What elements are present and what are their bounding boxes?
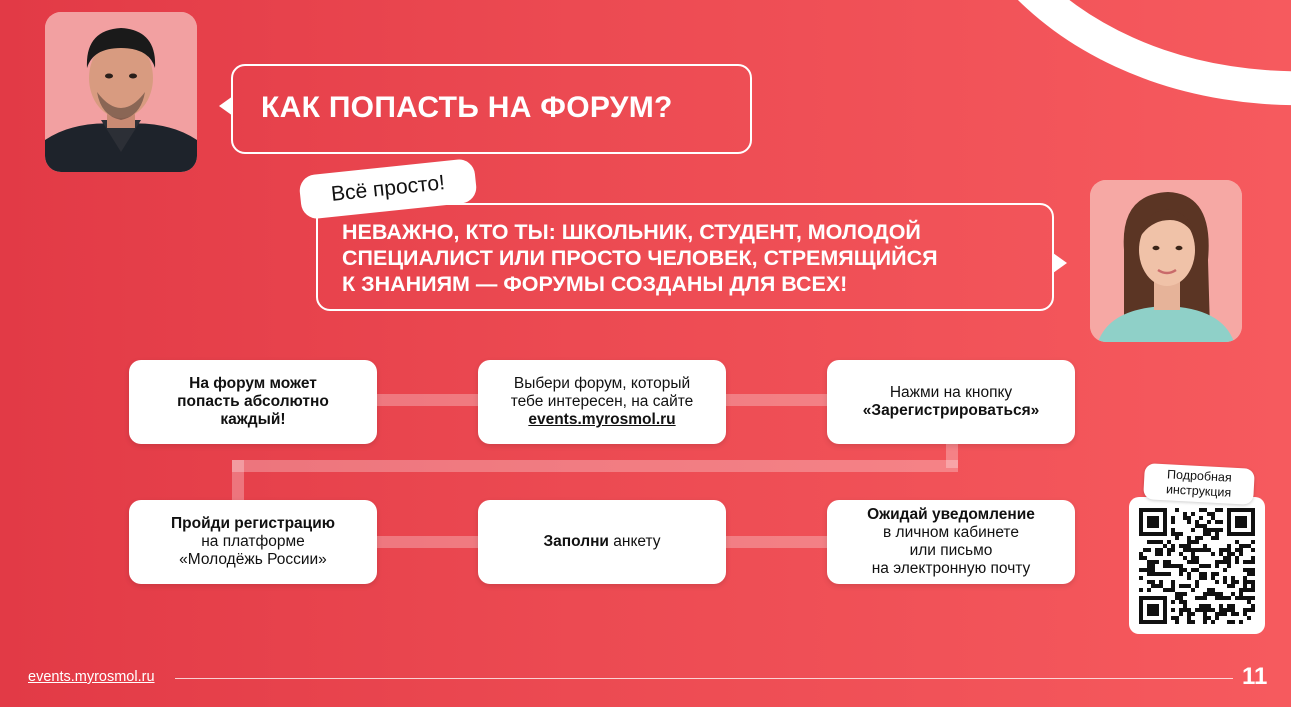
answer-line: СПЕЦИАЛИСТ ИЛИ ПРОСТО ЧЕЛОВЕК, СТРЕМЯЩИЙСЯ [342,246,938,270]
qr-label-line: Подробная [1166,467,1233,485]
step-text: на платформе [201,533,305,550]
step-text: Нажми на кнопку [889,384,1013,401]
footer-link[interactable]: events.myrosmol.ru [28,669,155,685]
woman-portrait-icon [1090,180,1242,342]
answer-line: К ЗНАНИЯМ — ФОРУМЫ СОЗДАНЫ ДЛЯ ВСЕХ! [342,272,848,296]
step-card-3 [827,360,1075,444]
connector [726,536,827,548]
step-text: на электронную почту [871,560,1031,577]
speaker-photo-man [45,12,197,172]
connector [377,394,478,406]
step-text: или письмо [909,542,993,559]
answer-line: НЕВАЖНО, КТО ТЫ: ШКОЛЬНИК, СТУДЕНТ, МОЛОДОЙ [342,220,921,244]
step-card-6 [827,500,1075,584]
bubble-tail [219,96,233,116]
question-bubble [231,64,752,154]
register-button-name: «Зарегистрироваться» [862,402,1040,419]
step-text: анкету [608,533,661,550]
step-text: Пройди регистрацию [171,515,335,532]
site-link[interactable]: events.myrosmol.ru [528,411,676,428]
answer-tag: Всё просто! [298,158,478,220]
step-card-4 [129,500,377,584]
step-text: Ожидай уведомление [867,506,1035,523]
speaker-photo-woman [1090,180,1242,342]
footer-divider [175,678,1233,679]
connector [377,536,478,548]
step-text: На форум может [189,375,317,392]
answer-bubble [316,203,1054,311]
step-text: Заполни [543,533,609,550]
step-text: каждый! [220,411,286,428]
step-text: тебе интересен, на сайте [510,393,694,410]
step-text: «Молодёжь России» [179,551,327,568]
man-portrait-icon [45,12,197,172]
qr-code-icon[interactable] [1139,508,1255,624]
connector [232,460,958,472]
qr-label [1143,463,1255,505]
step-card-1 [129,360,377,444]
qr-label-line: инструкция [1165,482,1232,500]
qr-code-card[interactable] [1129,497,1265,634]
bubble-tail [1053,253,1067,273]
step-card-5 [478,500,726,584]
step-card-2 [478,360,726,444]
page-number: 11 [1242,663,1268,690]
step-text: Выбери форум, который [513,375,691,392]
connector [726,394,827,406]
step-text: в личном кабинете [883,524,1019,541]
step-text: попасть абсолютно [177,393,329,410]
slide-title: КАК ПОПАСТЬ НА ФОРУМ? [261,91,673,124]
decorative-arc [862,0,1291,189]
connector [232,460,244,500]
answer-text [342,219,938,297]
